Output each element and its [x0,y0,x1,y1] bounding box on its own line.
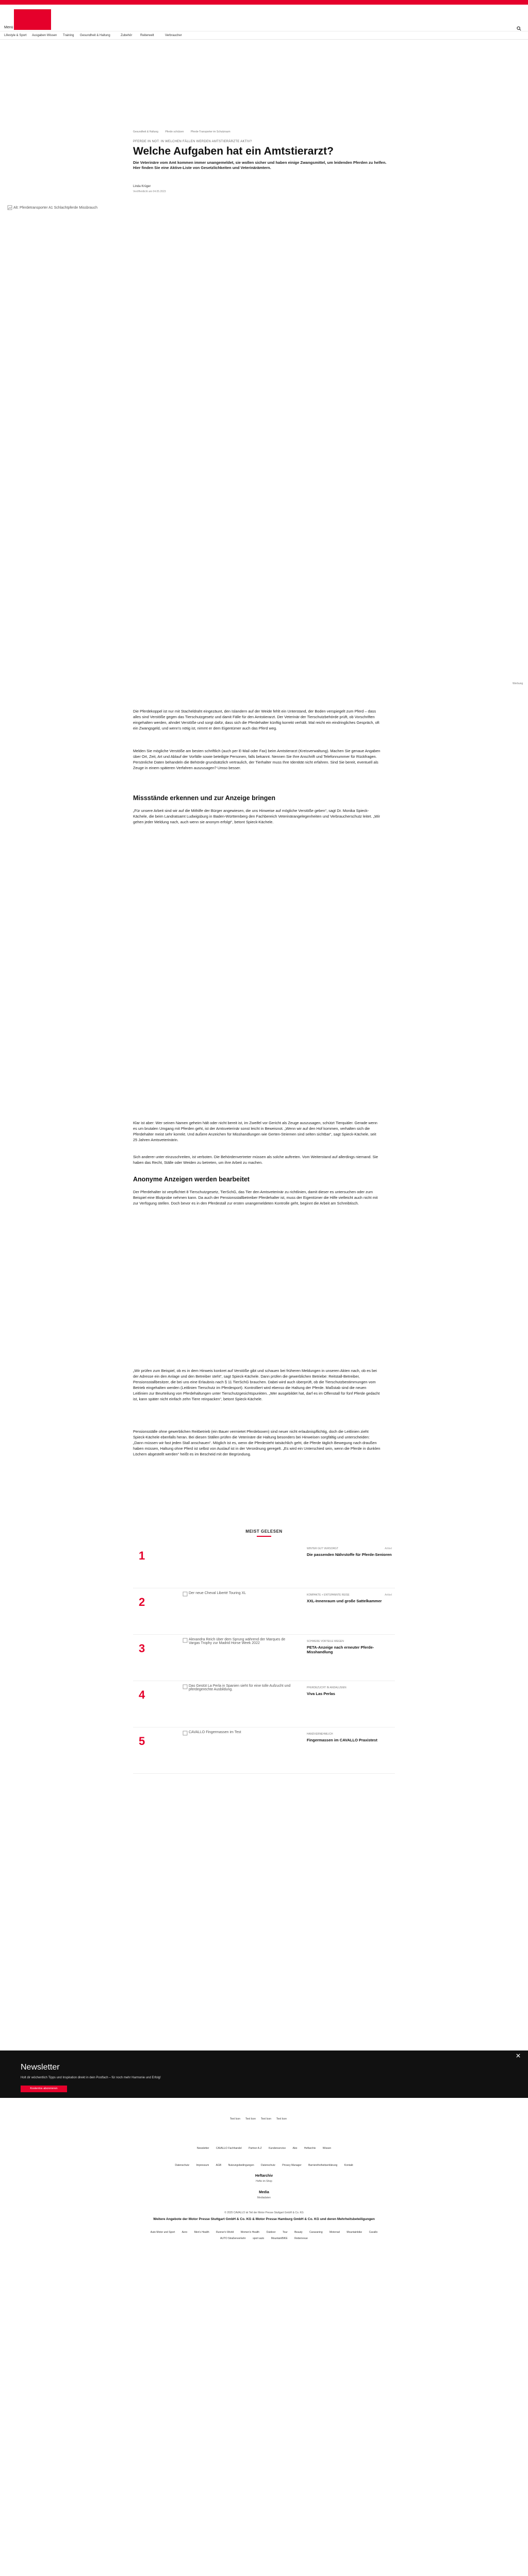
section-heading: Anonyme Anzeigen werden bearbeitet [133,1176,250,1183]
most-read-item[interactable] [133,1681,395,1727]
footer-link[interactable]: AUTO Straßenverkehr [220,2237,246,2240]
item-image-alt: Der neue Cheval Liberté Touring XL [189,1591,246,1595]
item-kicker: HANDVERNEHMLICH [307,1733,333,1736]
most-read-item[interactable] [133,1727,395,1774]
item-headline[interactable]: PETA-Anzeige nach erneuter Pferde-Misshandlung [307,1645,374,1654]
footer-link[interactable]: Motorrad [329,2231,340,2234]
footer-links-primary [0,2147,528,2150]
item-image [183,1591,291,1597]
footer-copyright: © 2025 CAVALLO ist Teil der Motor Presse Stuttgart GmbH & Co. KG [224,2211,304,2214]
article-author[interactable]: Linda Krüger [133,185,151,188]
item-image [183,1731,291,1736]
broken-image-icon [183,1638,188,1643]
item-kicker: WINTER GUT VERSORGT [307,1547,339,1550]
footer-link[interactable]: Heftarchiv [304,2147,316,2150]
footer-link[interactable]: Barrierefreiheitserklärung [308,2164,338,2167]
footer-more-offers-links [0,2231,528,2234]
footer-link[interactable]: Nutzungsbedingungen [228,2164,254,2167]
breadcrumb-item[interactable]: Pferde-Transporter im Schutzraum [190,130,230,133]
rank-number: 4 [139,1688,145,1701]
social-icon[interactable]: Text Icon [245,2117,256,2121]
most-read-item[interactable] [133,1542,395,1588]
footer-link[interactable]: Beauty [294,2231,303,2234]
section-heading: Missstände erkennen und zur Anzeige bringen [133,794,275,802]
footer-link[interactable]: Partner A-Z [249,2147,262,2150]
social-icon[interactable]: Text Icon [260,2117,271,2121]
footer-link[interactable]: Aero [182,2231,188,2234]
broken-image-icon [7,205,12,210]
rank-number: 2 [139,1596,145,1608]
nav-item-training[interactable]: Training [63,34,74,37]
most-read-underline [257,1536,271,1537]
item-headline[interactable]: Fingermassen im CAVALLO Praxistest [307,1738,377,1742]
page-title: Welche Aufgaben hat ein Amtstierarzt? [133,145,334,157]
newsletter-subscribe-button[interactable]: Kostenlos abonnieren [21,2086,67,2092]
item-image [183,1684,291,1691]
footer-link[interactable]: Tour [282,2231,288,2234]
footer-more-offers-title: Weitere Angebote der Motor Presse Stuttgart GmbH & Co. KG & Motor Presse Hamburg GmbH & Co. KG und deren Mehrheitsbeteiligungen [153,2217,375,2221]
broken-image-icon [183,1731,188,1736]
footer-link[interactable]: Abo [292,2147,298,2150]
footer-link[interactable]: Kontakt [344,2164,353,2167]
newsletter-text: Holt dir wöchentlich Tipps und Inspiration direkt in dein Postfach – für noch mehr Harmonie und Erfolg! [21,2076,161,2079]
breadcrumb-item[interactable]: Pferde schützen [165,130,184,133]
footer-link[interactable]: Reiterrevue [294,2237,308,2240]
article-paragraph: Pensionsställe ohne gewerblichen Reitbetrieb (ein Bauer vermietet Pferdeboxen) sind neuer nicht erlaubnispflichtig, doch die Leitlinien zieht Spieck-Kächele ebenfalls heran. Bei diesen Ställen prüfen die Veterinäre die Haltung besonders bei Hinweisen sorgfältig und unterscheiden: „Dann müssen wir fast jeden Stall anschauen“. Möglich ist es, wenn die Pferdesteht tatsächlich geht, die Pferde täglich Bewegung nach draußen haben müssen, Haltung ohne Pferd ist selbst von Auslauf ist in der Verordnung geregelt. „Es wird ein Unterschied sein, wenn die Pferde in dunklen Löchern abgestellt werden“ heißt es im Bescheid mit der Begründung. [133,1429,381,1456]
article-paragraph: Der Pferdehalter ist verpflichtet 8 Tierschutzgesetz, TierSchG, das Tier den Amtsveterinär zu richtlinien, damit dieser es untersuchen oder zum Beispiel eine Blutprobe nehmen kann. Da auch der Pensionsstallbetreiber Pferdehalter ist, muss der Eigentümer die Hilfe vielleicht auch nicht mit zur Verfügung stellen. Doch bevor es in den Pferdestall zur ersten unangemeldeten Kontrolle geht, beginnt die Arbeit am Schreibtisch. [133,1190,378,1206]
footer-link[interactable]: MountainBIKE [271,2237,288,2240]
item-kicker: KOMPAKTE + ENTSPANNTE REISE [307,1594,350,1597]
rank-number: 3 [139,1642,145,1655]
top-accent-bar [0,0,528,5]
nav-item-zubehoer[interactable]: Zubehör [121,34,133,37]
nav-item-verbraucher[interactable]: Verbraucher [165,34,182,37]
item-headline[interactable]: XXL-Innenraum und große Sattelkammer [307,1599,382,1603]
item-image-alt: CAVALLO Fingermassen im Test [189,1731,241,1734]
nav-item-wissen[interactable]: Ausgaben Wissen [32,34,57,37]
footer-link[interactable]: sport auto [253,2237,265,2240]
item-tag: Artikel [385,1594,392,1597]
search-icon[interactable] [517,26,521,31]
footer-media-link[interactable]: Mediadaten [257,2196,271,2199]
breadcrumb-item[interactable]: Gesundheit & Haltung [133,130,158,133]
hero-image-alt: Alt: Pferdetransporter A1 Schlachtpferde Missbrauch [13,206,98,210]
article-paragraph: Klar ist aber: Wer seinen Namen geheim hält oder nicht bereit ist, im Zweifel vor Gericht als Zeuge auszusagen, schützt Tierquäler. Gerade wenn es um brutalen Umgang mit Pferden geht, ist der Amtsveterinär sonst leicht in Beweisnot. „Wenn wir auf den Hof kommen, verhalten sich die Pferdehalter meist sehr korrekt. Und äußere Anzeichen für Misshandlungen wie Gerten-Striemen sind selten sichtbar“, sagt Spieck-Kächele, seit 25 Jahren Amtsveterinärin. [133,1121,377,1142]
footer-media-title: Media [259,2191,269,2194]
footer-link[interactable]: Privacy Manager [282,2164,302,2167]
close-icon[interactable] [516,2054,520,2058]
footer-heftarchiv-title: Heftarchiv [255,2174,273,2178]
item-tag: Artikel [385,1547,392,1550]
footer-heftarchiv-link[interactable]: Hefte im Shop [256,2180,272,2183]
ad-label: Werbung [513,682,523,685]
social-icon[interactable]: Text Icon [229,2117,240,2121]
item-headline[interactable]: Viva Las Perlas [307,1691,335,1696]
article-paragraph: „Wir prüfen zum Beispiel, ob es in dem Hinweis konkret auf Verstöße gibt und schauen bei früheren Meldungen in unseren Akten nach, ob es bei der Adresse ein den Anlage und den Betreiber steht“, sagt Spieck-Kächele. Dann prüfen die gewerblichen Betriebe: Reitstall-Betreiber, Pensionsstallbesitzer, die bei uns eine Erlaubnis nach § 11 TierSchG brauchen. Dabei wird auch überprüft, ob die Tierschutzbestimmungen vom Betrieb eingehalten werden (Leitlinien Tierschutz im Pferdesport). Kontrolliert wird ebenso die Haltung der Pferde. Maßstab sind die neuen Leitlinien zur Beurteilung von Pferdehaltungen unter Tierschutzgesichtspunkten. „Wer ausgebildet hat, darf es im Offenstall für fünf Pferde gedacht ist, kann später nicht einfach zehn Tiere reinpacken“, betont Spieck-Kächele. [133,1368,380,1401]
footer-link[interactable]: AGB [216,2164,222,2167]
article-kicker: PFERDE IN NOT: IN WELCHEN FÄLLEN WERDEN AMTSTIERÄRZTE AKTIV? [133,140,252,143]
article-paragraph: Sich anderer unter einzuschreiten, ist verboten. Die Behördenvertreter müssen als solche auftreten. Vom Weiterstand auf allerdings niemand. Sie haben das Recht, Ställe oder Weiden zu betreten, um ihre Arbeit zu machen. [133,1155,378,1165]
footer-link[interactable]: Caravaning [309,2231,323,2234]
breadcrumb [133,130,237,133]
footer-link[interactable]: Kundenservice [269,2147,286,2150]
broken-image-icon [183,1591,188,1597]
nav-item-lifestyle[interactable]: Lifestyle & Sport [4,34,27,37]
article-paragraph: „Für unsere Arbeit sind wir auf die Mithilfe der Bürger angewiesen, die uns Hinweise auf mögliche Verstöße geben“, sagt Dr. Monika Spieck-Kächele, die beim Landratsamt Ludwigsburg in Baden-Württemberg den Fachbereich Veterinärangelegenheiten und Verbraucherschutz leitet. „Wir gehen jeder Meldung nach, auch wenn sie anonym erfolgt“, betont Spieck-Kächele. [133,808,381,824]
main-navigation [0,32,528,40]
hero-image [7,205,255,210]
item-headline[interactable]: Die passenden Nährstoffe für Pferde-Senioren [307,1552,392,1557]
footer-link[interactable]: Outdoor [266,2231,276,2234]
article-paragraph: Melden Sie mögliche Verstöße am besten schriftlich (auch per E-Mail oder Fax) beim Amtstierarzt (Kreisverwaltung). Machen Sie genaue Angaben über Ort, Zeit, Art und Ablauf der Vorfälle sowie beteiligte Personen, falls bekannt. Nennen Sie Ihre Anschrift und Telefonnummer für Rückfragen. Persönliche Daten behandeln die Behörde grundsätzlich vertraulich, der Tierhalter muss Ihre Identität nicht erfahren. Sind Sie bereit, eventuell als Zeuge in einem späteren Verfahren auszusagen? Umso besser. [133,749,381,770]
footer-more-offers-links-2 [0,2237,528,2240]
site-logo[interactable] [14,9,51,30]
most-read-title: MEIST GELESEN [245,1529,283,1534]
rank-number: 5 [139,1735,145,1748]
footer-link[interactable]: Datenschutz [175,2164,190,2167]
footer-links-legal [0,2164,528,2167]
article-lead: Die Veterinäre vom Amt kommen immer unangemeldet, sie wollen sicher und haben einige Zwangsmittel, um leidenden Pferden zu helfen. Hier finden Sie eine Aktive-Liste von Gesetzlichkeiten und Veterinärämtern. [133,160,387,170]
footer-link[interactable]: Newsletter [196,2147,209,2150]
social-icon[interactable]: Text Icon [276,2117,287,2121]
newsletter-title: Newsletter [21,2063,60,2072]
footer-link[interactable]: Men's Health [194,2231,209,2234]
most-read-item[interactable] [133,1588,395,1635]
article-paragraph: Die Pferdekoppel ist nur mit Stacheldraht eingezäunt, den Islandern auf der Weide fehlt ein Unterstand, der Boden verspiegelt zum Pferd – dass alles sind Verstöße gegen das Tierschutzgesetz und damit Fälle für den Amtstierarzt. Der Veterinär der Tierschutzbehörde prüft, ob Vorschriften eingehalten werden, ahndet Verstöße und sorgt dafür, dass sich die Pferdehalter künftig korrekt verhält. Mal reicht ein eindringliches Gespräch, oft ein Zwangsgeld, und wenn's nötig ist, nimmt er dem Eigentümer auch das Pferd weg. [133,709,380,731]
footer-link[interactable]: Women's Health [240,2231,260,2234]
menu-button[interactable]: Menü [4,26,13,29]
nav-item-gesundheit[interactable]: Gesundheit & Haltung [80,34,110,37]
article-date: Veröffentlicht am 04.05.2023 [133,190,166,193]
item-image-alt: Alexandra Reich über dem Sprung während der Marques de Vargas Trophy zur Madrid Horse Week 2022 [189,1638,286,1645]
most-read-item[interactable] [133,1635,395,1681]
item-image-alt: Das Gestüt La Perla in Spanien sieht für eine tolle Aufzucht und pferdegerechte Ausbildung. [189,1684,291,1691]
rank-number: 1 [139,1549,145,1562]
footer-link[interactable]: Cavallo [369,2231,378,2234]
footer-link[interactable]: CAVALLO Fachhandel [216,2147,242,2150]
item-kicker: PFERDEZUCHT IN ANDALUSIEN [307,1686,346,1689]
newsletter-banner [0,2050,528,2098]
footer-link[interactable]: Datenschutz [261,2164,275,2167]
footer-link[interactable]: Runner's World [216,2231,234,2234]
item-image [183,1638,291,1645]
footer-link[interactable]: Impressum [196,2164,209,2167]
footer-link[interactable]: Mountainbike [346,2231,362,2234]
nav-item-reiterwelt[interactable]: Reiterwelt [140,34,154,37]
broken-image-icon [183,1684,188,1689]
site-header [0,5,528,31]
item-kicker: SCHWERE VORTEILE WEGEN [307,1640,344,1643]
footer-link[interactable]: Auto Motor und Sport [150,2231,175,2234]
footer-link[interactable]: Wissen [322,2147,332,2150]
